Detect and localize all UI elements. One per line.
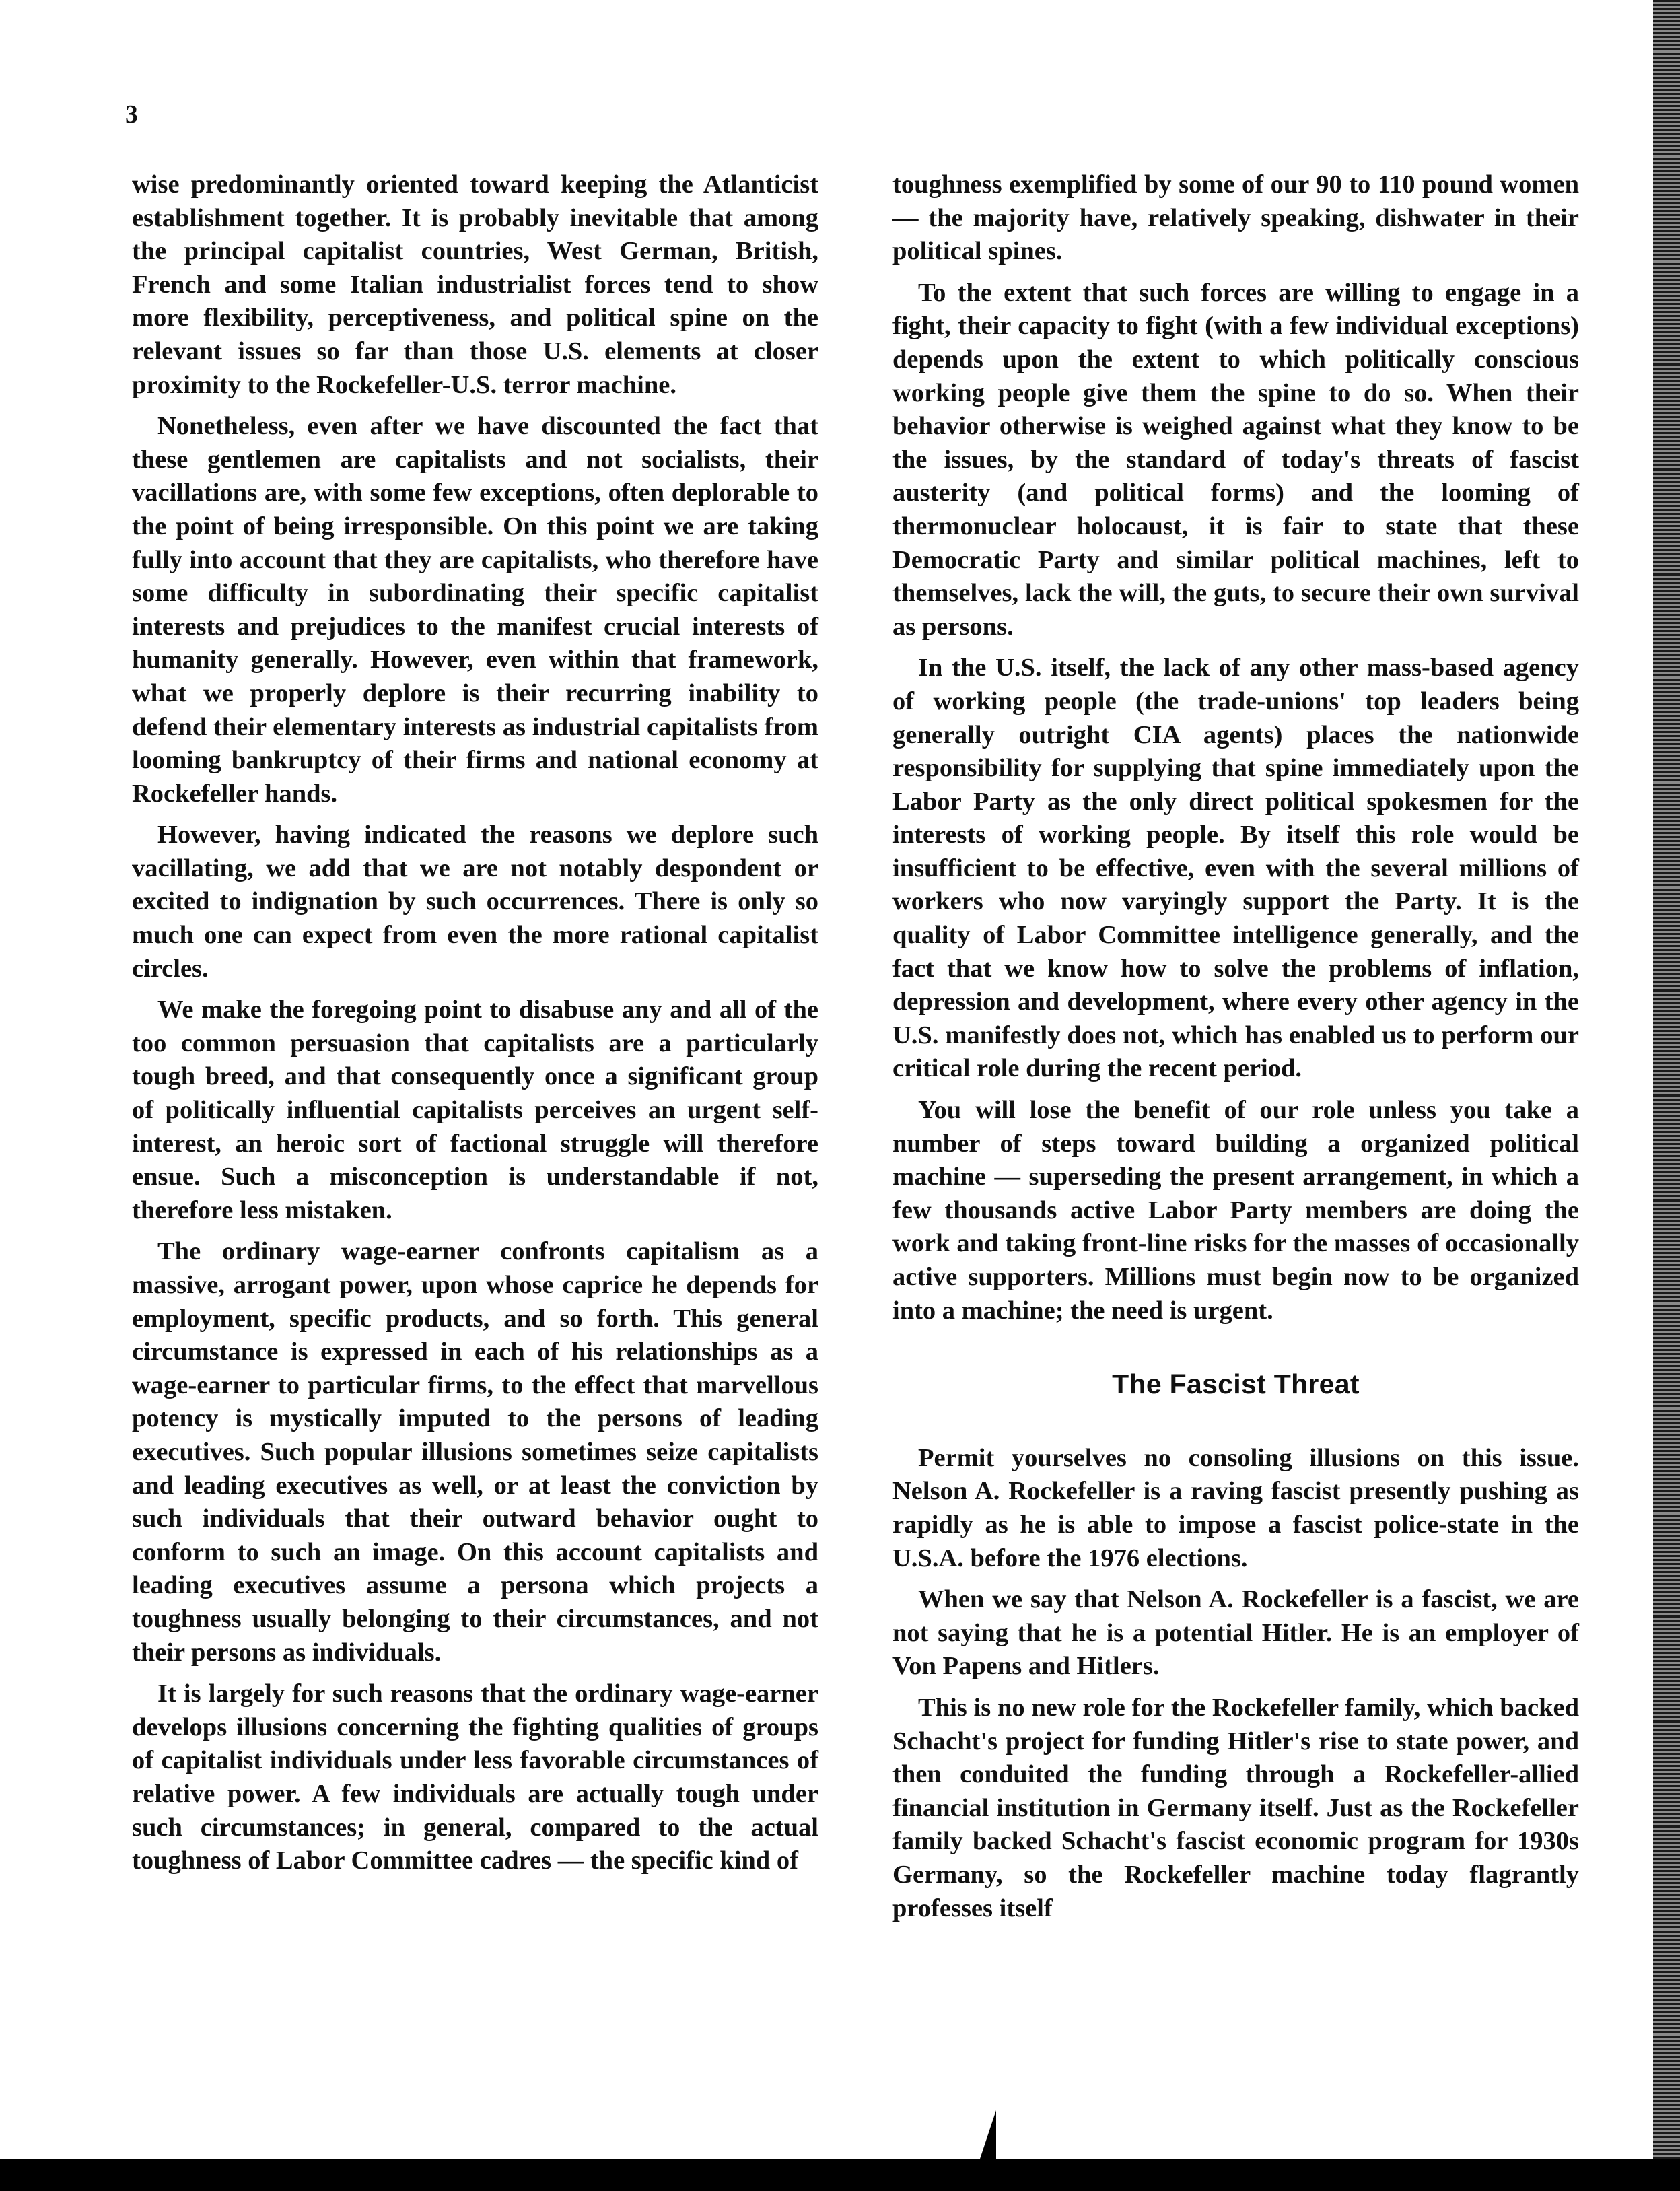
scan-edge-right (1653, 0, 1680, 2191)
left-paragraph-1: wise predominantly oriented toward keeping the Atlanticist establishment together. It is probably inevitable that among the principal capitalist countries, West German, British, French and some Italian industrialist forces tend to show more flexibility, perceptiveness, and political spine on the relevant issues so far than those U.S. elements at closer proximity to the Rockefeller-U.S. terror machine. (132, 170, 818, 399)
right-paragraph-3: In the U.S. itself, the lack of any other mass-based agency of working people (the trade-unions' top leaders being generally outright CIA agents) places the nationwide responsibility for supplying that spine immediately upon the Labor Party as the only direct political spokesmen for the interests of working people. By itself this role would be insufficient to be effective, even with the several millions of workers who now varyingly support the Party. It is the quality of Labor Committee intelligence generally, and the fact that we know how to solve the problems of inflation, depression and development, where every other agency in the U.S. manifestly does not, which has enabled us to perform our critical role during the recent period. (893, 654, 1579, 1083)
right-paragraph-4: You will lose the benefit of our role unless you take a number of steps toward building a organized political machine — superseding the present arrangement, in which a few thousands active Labor Party members are doing the work and taking front-line risks for the masses of occasionally active supporters. Millions must begin now to be organized into a machine; the need is urgent. (893, 1096, 1579, 1325)
section-heading: The Fascist Threat (1112, 1368, 1360, 1400)
right-paragraph-1: toughness exemplified by some of our 90 to 110 pound women — the majority have, relatively speaking, dishwater in their political spines. (893, 170, 1579, 266)
left-paragraph-3: However, having indicated the reasons we deplore such vacillating, we add that we are not notably despondent or excited to indignation by such occurrences. There is only so much one can expect from even the more rational capitalist circles. (132, 821, 818, 983)
left-paragraph-5: The ordinary wage-earner confronts capitalism as a massive, arrogant power, upon whose caprice he depends for employment, specific products, and so forth. This general circumstance is expressed in each of his relationships as a wage-earner to particular firms, to the effect that marvellous potency is mystically imputed to the persons of leading executives. Such popular illusions sometimes seize capitalists and leading executives as well, or at least the conviction by such individuals that their outward behavior ought to conform to such an image. On this account capitalists and leading executives assume a persona which projects a toughness usually belonging to their circumstances, and not their persons as individuals. (132, 1237, 818, 1667)
right-paragraph-7: This is no new role for the Rockefeller family, which backed Schacht's project for funding Hitler's rise to state power, and then conduited the funding through a Rockefeller-allied financial institution in Germany itself. Just as the Rockefeller family backed Schacht's fascist economic program for 1930s Germany, so the Rockefeller machine today flagrantly professes itself (893, 1693, 1579, 1922)
page-number: 3 (125, 100, 138, 129)
right-paragraph-2: To the extent that such forces are willing to engage in a fight, their capacity to fight (with a few individual exceptions) depends upon the extent to which politically conscious working people give them the spine to do so. When their behavior otherwise is weighed against what they know to be the issues, by the standard of today's threats of fascist austerity (and political forms) and the looming of thermonuclear holocaust, it is fair to state that these Democratic Party and similar political machines, left to themselves, lack the will, the guts, to secure their own survival as persons. (893, 278, 1579, 641)
left-paragraph-2: Nonetheless, even after we have discounted the fact that these gentlemen are capitalists and not socialists, their vacillations are, with some few exceptions, often deplorable to the point of being irresponsible. On this point we are taking fully into account that they are capitalists, who therefore have some difficulty in subordinating their specific capitalist interests and prejudices to the manifest crucial interests of humanity generally. However, even within that framework, what we properly deplore is their recurring inability to defend their elementary interests as industrial capitalists from looming bankruptcy of their firms and national economy at Rockefeller hands. (132, 412, 818, 808)
left-paragraph-6: It is largely for such reasons that the ordinary wage-earner develops illusions concerning the fighting qualities of groups of capitalist individuals under less favorable circumstances of relative power. A few individuals are actually tough under such circumstances; in general, compared to the actual toughness of Labor Committee cadres — the specific kind of (132, 1679, 818, 1875)
right-paragraph-6: When we say that Nelson A. Rockefeller is a fascist, we are not saying that he is a potential Hitler. He is an employer of Von Papens and Hitlers. (893, 1585, 1579, 1681)
scan-edge-bottom (0, 2159, 1680, 2191)
left-column (132, 168, 818, 1886)
right-column (893, 168, 1579, 1933)
right-paragraph-5: Permit yourselves no consoling illusions on this issue. Nelson A. Rockefeller is a raving fascist presently pushing as rapidly as he is able to impose a fascist police-state in the U.S.A. before the 1976 elections. (893, 1443, 1579, 1572)
left-paragraph-4: We make the foregoing point to disabuse any and all of the too common persuasion that capitalists are a particularly tough breed, and that consequently once a significant group of politically influential capitalists perceives an urgent self-interest, an heroic sort of factional struggle will therefore ensue. Such a misconception is understandable if not, therefore less mistaken. (132, 996, 818, 1224)
scan-edge-wedge (969, 2110, 996, 2191)
